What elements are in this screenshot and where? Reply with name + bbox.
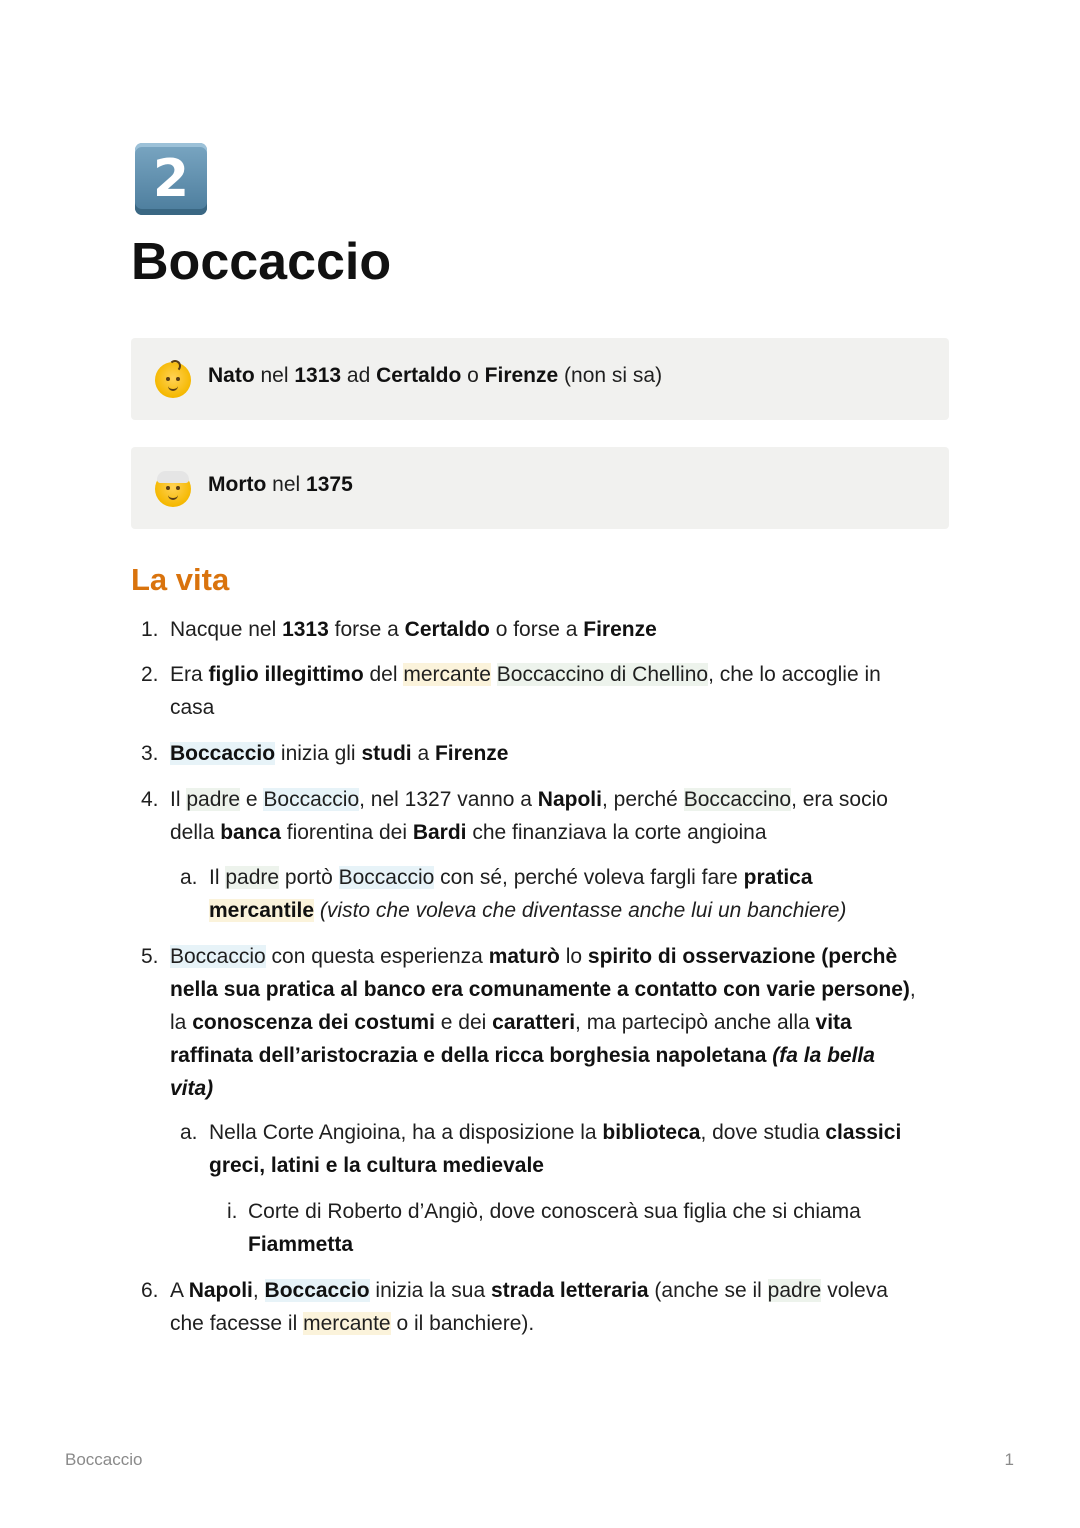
- list-item-line: casa: [170, 696, 215, 719]
- callout-death-text: Morto nel 1375: [208, 473, 353, 496]
- list-marker: 6.: [141, 1279, 159, 1302]
- page-title: Boccaccio: [131, 233, 392, 291]
- old-man-face-icon: [155, 471, 191, 507]
- page-number: 1: [1004, 1450, 1014, 1469]
- list-item-line: Boccaccio con questa esperienza maturò lo spirito di osservazione (perchè: [170, 945, 898, 968]
- list-item-line: Era figlio illegittimo del mercante Boccaccino di Chellino, che lo accoglie in: [170, 663, 881, 686]
- list-item-line: che facesse il mercante o il banchiere).: [170, 1312, 535, 1335]
- list-marker: 1.: [141, 618, 159, 641]
- section-heading-la-vita: La vita: [131, 562, 230, 597]
- list-item-line: Boccaccio inizia gli studi a Firenze: [170, 742, 509, 765]
- keycap-digit-two-icon: 2: [135, 143, 207, 215]
- list-marker: 4.: [141, 788, 159, 811]
- list-item-line: Il padre portò Boccaccio con sé, perché voleva fargli fare pratica: [209, 866, 813, 889]
- list-item-line: della banca fiorentina dei Bardi che finanziava la corte angioina: [170, 821, 767, 844]
- list-marker: a.: [180, 1121, 198, 1144]
- list-item-line: mercantile (visto che voleva che diventasse anche lui un banchiere): [209, 899, 847, 922]
- list-item-line: Fiammetta: [248, 1233, 354, 1256]
- callout-birth-text: Nato nel 1313 ad Certaldo o Firenze (non si sa): [208, 364, 663, 387]
- list-item-line: greci, latini e la cultura medievale: [209, 1154, 544, 1177]
- callout-birth: [131, 338, 949, 420]
- footer-title: Boccaccio: [65, 1450, 143, 1469]
- list-item-line: raffinata dell’aristocrazia e della ricca borghesia napoletana (fa la bella: [170, 1044, 875, 1067]
- list-item-line: Corte di Roberto d’Angiò, dove conoscerà sua figlia che si chiama: [248, 1200, 861, 1223]
- list-marker: 5.: [141, 945, 159, 968]
- baby-face-icon: [155, 362, 191, 398]
- callout-death: [131, 447, 949, 529]
- list-item-line: vita): [170, 1077, 214, 1100]
- list-item-line: A Napoli, Boccaccio inizia la sua strada letteraria (anche se il padre voleva: [170, 1279, 888, 1302]
- list-marker: i.: [227, 1200, 238, 1223]
- list-item-line: Nacque nel 1313 forse a Certaldo o forse a Firenze: [170, 618, 657, 641]
- list-marker: 2.: [141, 663, 159, 686]
- list-item-line: nella sua pratica al banco era comunamente a contatto con varie persone),: [170, 978, 916, 1001]
- list-item-line: la conoscenza dei costumi e dei caratteri, ma partecipò anche alla vita: [170, 1011, 852, 1034]
- list-item-line: Il padre e Boccaccio, nel 1327 vanno a Napoli, perché Boccaccino, era socio: [170, 788, 888, 811]
- list-marker: 3.: [141, 742, 159, 765]
- list-marker: a.: [180, 866, 198, 889]
- list-item-line: Nella Corte Angioina, ha a disposizione la biblioteca, dove studia classici: [209, 1121, 902, 1144]
